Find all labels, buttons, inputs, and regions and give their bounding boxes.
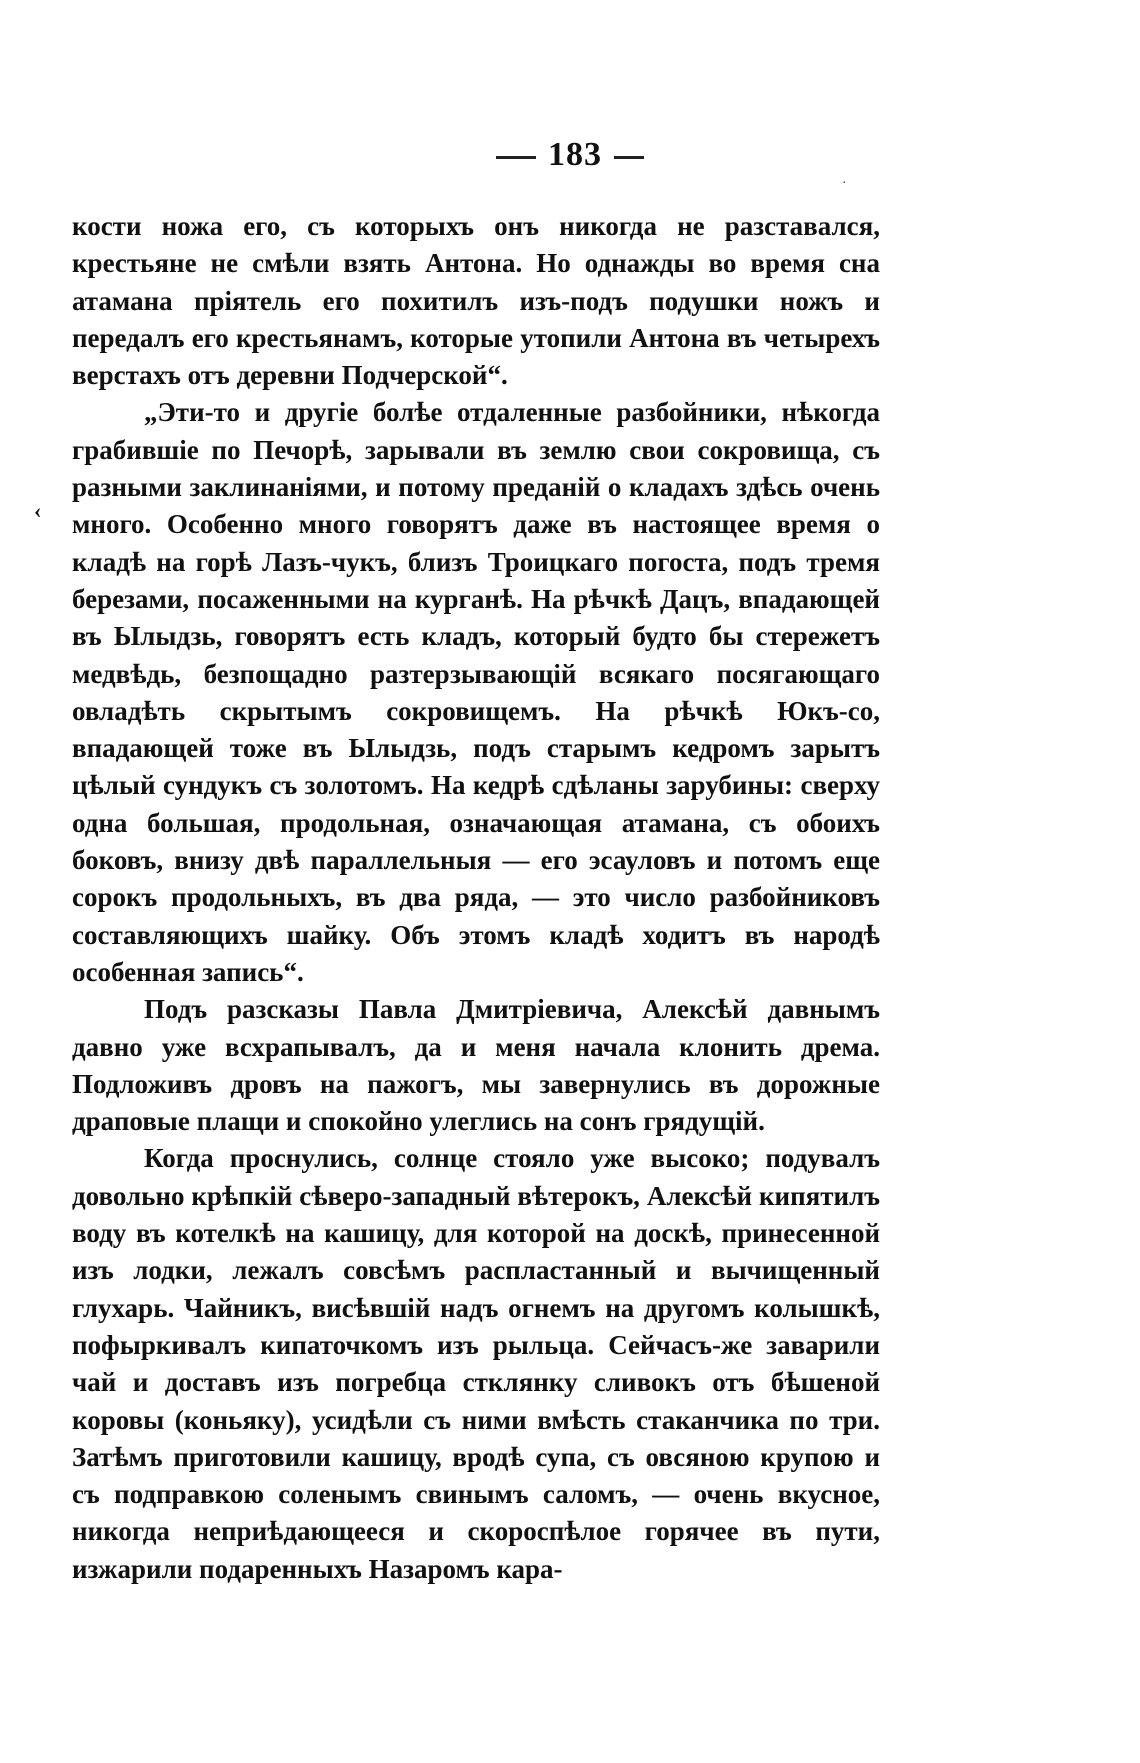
paragraph-3: Подъ разсказы Павла Дмитріевича, Алексѣй давнымъ давно уже всхрапывалъ, да и меня начала клонить дрема. Подложивъ дровъ на пажогъ, мы завернулись въ дорожные драповые плащи и спокойно улеглись на сонъ грядущій. [72, 994, 880, 1137]
header-dash-left [496, 156, 536, 159]
body-text [72, 208, 880, 1588]
page-number: 183 [548, 136, 602, 173]
page-header [0, 136, 1140, 174]
paragraph-1: кости ножа его, съ которыхъ онъ никогда не разставался, крестьяне не смѣли взять Антона. Но однажды во время сна атамана пріятель его похитилъ изъ-подъ подушки ножъ и передалъ его крестьянамъ, которые утопили Антона въ четырехъ верстахъ отъ деревни Подчерской“. [72, 211, 880, 391]
paragraph-4: Когда проснулись, солнце стояло уже высоко; подувалъ довольно крѣпкій сѣверо-западный вѣтерокъ, Алексѣй кипятилъ воду въ котелкѣ на кашицу, для которой на доскѣ, принесенной изъ лодки, лежалъ совсѣмъ распластанный и вычищенный глухарь. Чайникъ, висѣвшій надъ огнемъ на другомъ колышкѣ, пофыркивалъ кипаточкомъ изъ рыльца. Сейчасъ-же заварили чай и доставъ изъ погребца стклянку сливокъ отъ бѣшеной коровы (коньяку), усидѣли съ ними вмѣсть стаканчика по три. Затѣмъ приготовили кашицу, вродѣ супа, съ овсяною крупою и съ подправкою соленымъ свинымъ саломъ, — очень вкусное, никогда неприѣдающееся и скороспѣлое горячее въ пути, изжарили подаренныхъ Назаромъ кара- [72, 1143, 880, 1584]
paragraph-2: „Эти-то и другіе болѣе отдаленные разбойники, нѣкогда грабившіе по Печорѣ, зарывали въ землю свои сокровища, съ разными заклинаніями, и потому преданій о кладахъ здѣсь очень много. Особенно много говорятъ даже въ настоящее время о кладѣ на горѣ Лазъ-чукъ, близъ Троицкаго погоста, подъ тремя березами, посаженными на курганѣ. На рѣчкѣ Дацъ, впадающей въ Ылыдзь, говорятъ есть кладъ, который будто бы стережетъ медвѣдь, безпощадно разтерзывающій всякаго посягающаго овладѣть скрытымъ сокровищемъ. На рѣчкѣ Юкъ-со, впадающей тоже въ Ылыдзь, подъ старымъ кедромъ зарытъ цѣлый сундукъ съ золотомъ. На кедрѣ сдѣланы зарубины: сверху одна большая, продольная, означающая атамана, съ обоихъ боковъ, внизу двѣ параллельныя — его эсауловъ и потомъ еще сорокъ продольныхъ, въ два ряда, — это число разбойниковъ составляющихъ шайку. Объ этомъ кладѣ ходитъ въ народѣ особенная запись“. [72, 397, 880, 987]
print-speck: · [842, 176, 847, 191]
header-dash-right [614, 156, 644, 159]
margin-mark: ‹ [34, 498, 42, 523]
